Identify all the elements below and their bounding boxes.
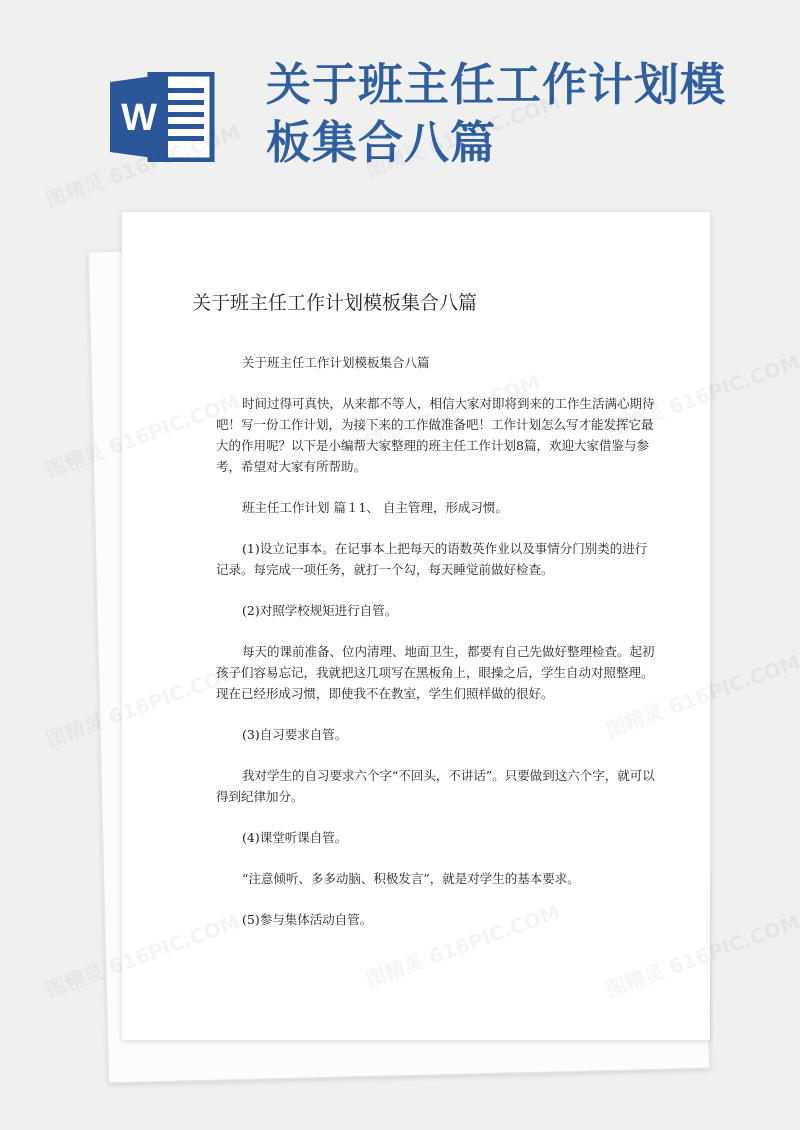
document-paragraph: 关于班主任工作计划模板集合八篇 (242, 355, 430, 370)
document-paragraph: (1)设立记事本。在记事本上把每天的语数英作业以及事情分门别类的进行记录。每完成一项任务，就打一个勾，每天睡觉前做好检查。 (216, 541, 648, 577)
document-paragraph: (3)自习要求自管。 (242, 727, 348, 742)
document-paragraph: 我对学生的自习要求六个字“不回头，不讲话”。只要做到这六个字，就可以得到纪律加分。 (216, 768, 655, 804)
document-paragraph: 时间过得可真快，从来都不等人，相信大家对即将到来的工作生活满心期待吧！写一份工作计划，为接下来的工作做准备吧！工作计划怎么写才能发挥它最大的作用呢？以下是小编帮大家整理的班主任工作计划8篇，欢迎大家借鉴与参考，希望对大家有所帮助。 (216, 396, 655, 474)
page-title: 关于班主任工作计划模板集合八篇 (266, 58, 727, 169)
document-paragraph: “注意倾听、多多动脑、积极发言”，就是对学生的基本要求。 (242, 871, 580, 886)
word-logo-letter: W (121, 97, 157, 139)
document-paragraph: 班主任工作计划 篇１1、 自主管理，形成习惯。 (242, 500, 508, 515)
document-paragraph: (4)课堂听课自管。 (242, 830, 348, 845)
document-paragraph: (2)对照学校规矩进行自管。 (242, 603, 398, 618)
document-paragraph: 每天的课前准备、位内清理、地面卫生，都要有自己先做好整理检查。起初孩子们容易忘记，我就把这几项写在黑板角上，眼操之后，学生自动对照整理。现在已经形成习惯，即使我不在教室，学生们照样做的很好。 (216, 644, 655, 701)
document-heading: 关于班主任工作计划模板集合八篇 (192, 292, 478, 314)
document-body (216, 352, 656, 930)
document-page (122, 212, 710, 1040)
document-paragraph: (5)参与集体活动自管。 (242, 912, 373, 927)
word-document-icon (110, 72, 220, 162)
